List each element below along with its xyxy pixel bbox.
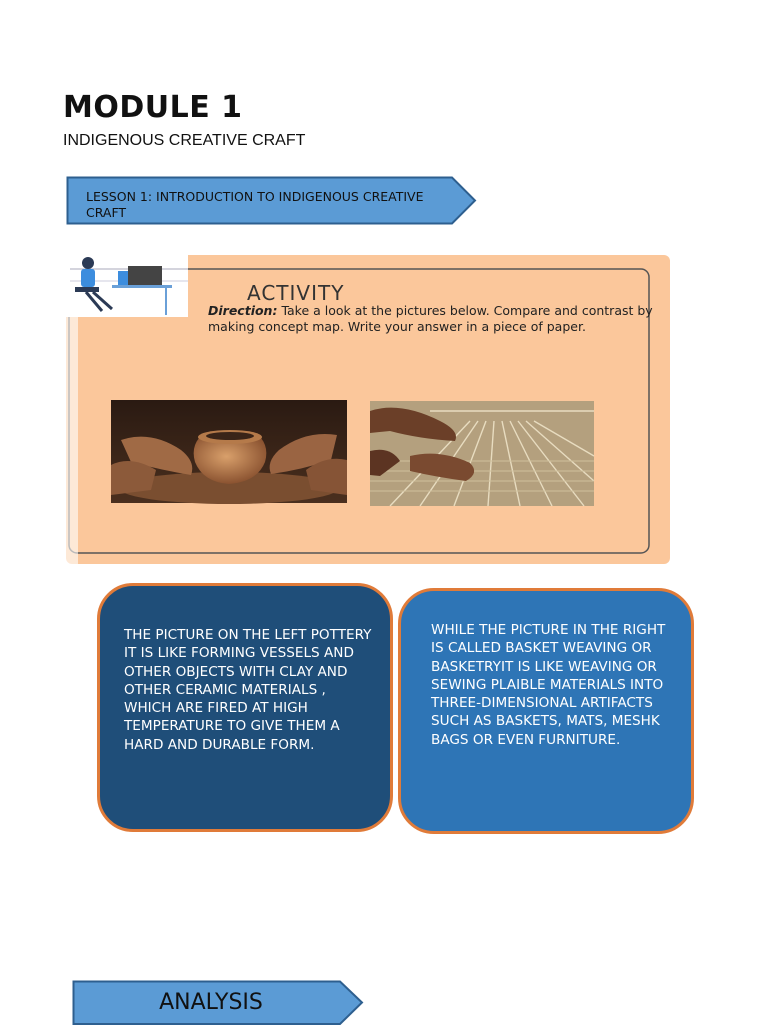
module-title: MODULE 1 [63, 90, 243, 125]
pottery-explanation-box [97, 583, 393, 832]
activity-card [66, 255, 670, 564]
module-subtitle: INDIGENOUS CREATIVE CRAFT [63, 132, 306, 149]
basket-weaving-explanation-text: WHILE THE PICTURE IN THE RIGHT IS CALLED BASKET WEAVING OR BASKETRYIT IS LIKE WEAVING OR SEWING PLAIBLE MATERIALS INTO THREE-DIMENSIONAL ARTIFACTS SUCH AS BASKETS, MATS, MESHK BAGS OR EVEN FURNITURE. [431, 622, 666, 748]
pottery-image [111, 400, 347, 503]
person-at-desk-icon [66, 255, 188, 317]
basket-weaving-image [370, 401, 594, 506]
direction-label: Direction: [208, 303, 278, 318]
activity-direction [208, 303, 658, 335]
activity-heading: ACTIVITY [247, 281, 345, 305]
lesson-label: LESSON 1: INTRODUCTION TO INDIGENOUS CREATIVE CRAFT [86, 189, 424, 220]
basket-weaving-explanation-box [398, 588, 694, 834]
analysis-label: ANALYSIS [159, 990, 263, 1015]
lesson-banner [66, 176, 478, 225]
direction-text: Take a look at the pictures below. Compare and contrast by making concept map. Write your answer in a piece of paper. [208, 303, 653, 334]
analysis-banner [72, 980, 364, 1024]
pottery-explanation-text: THE PICTURE ON THE LEFT POTTERY IT IS LIKE FORMING VESSELS AND OTHER OBJECTS WITH CLAY AND OTHER CERAMIC MATERIALS , WHICH ARE FIRED AT HIGH TEMPERATURE TO GIVE THEM A HARD AND DURABLE FORM. [124, 627, 372, 753]
